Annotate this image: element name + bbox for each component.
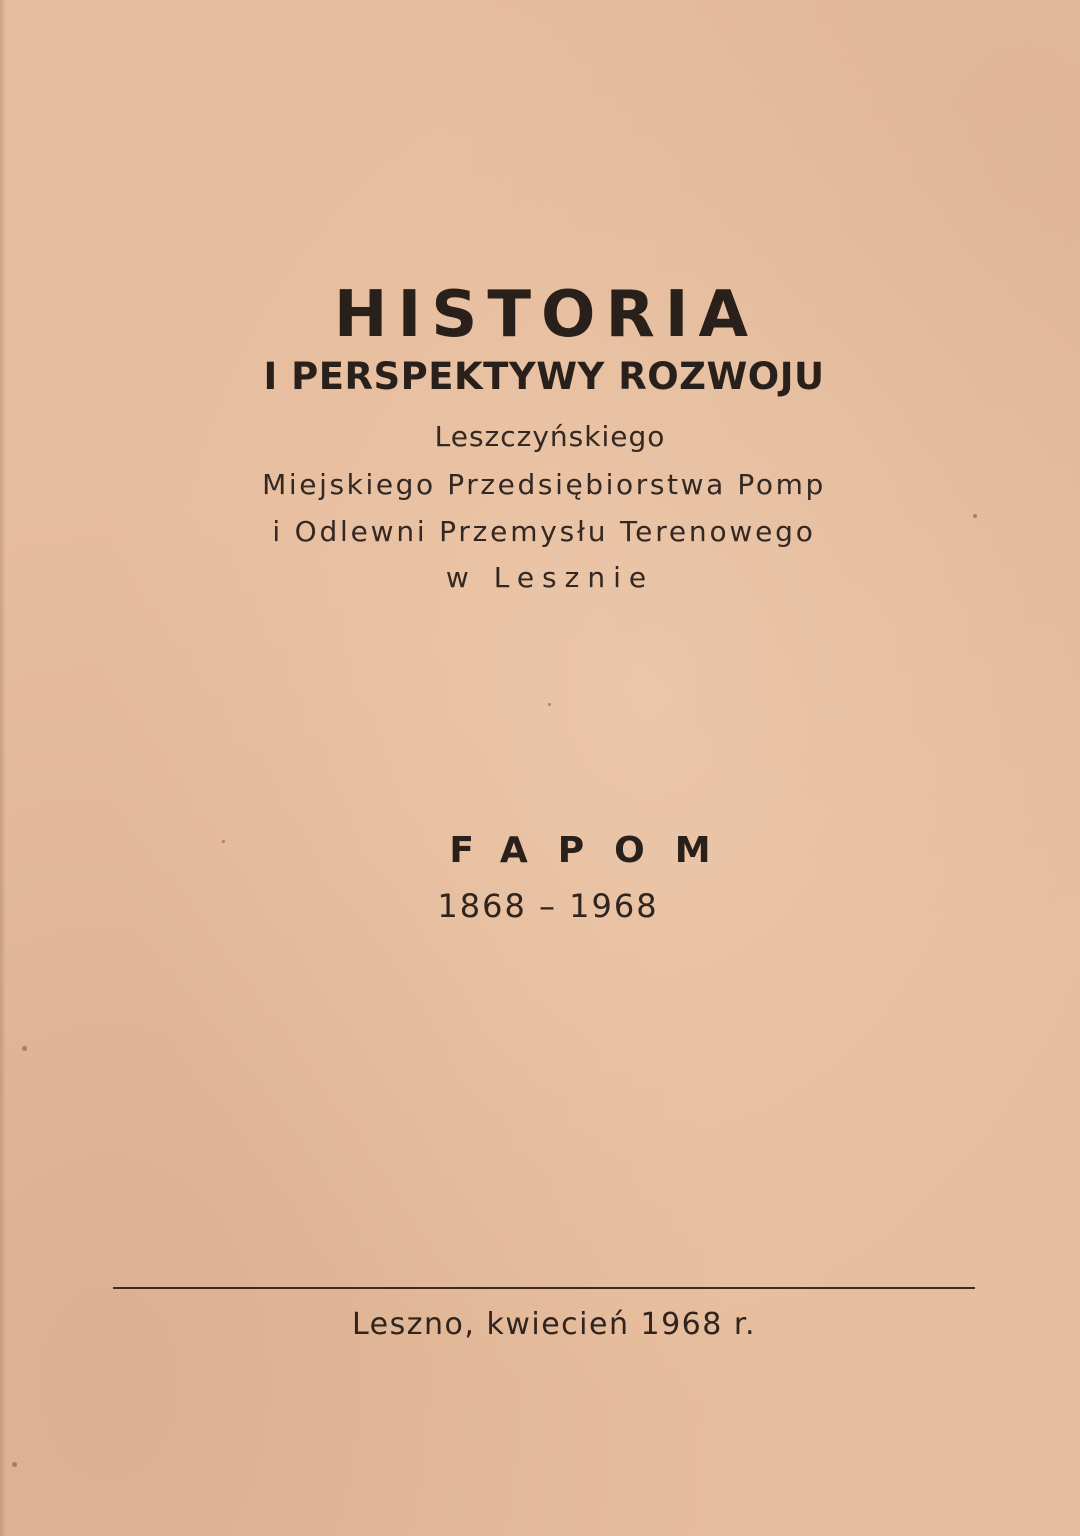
subtitle-line-2: Miejskiego Przedsiębiorstwa Pomp [262,468,826,501]
anniversary-years: 1868 – 1968 [437,887,659,925]
cover-edge-shadow [0,0,6,1536]
paper-speck [12,1462,17,1467]
place-and-date: Leszno, kwiecień 1968 r. [352,1307,756,1342]
paper-speck [22,1046,27,1051]
paper-speck [222,840,225,843]
paper-speck [548,703,551,706]
horizontal-rule [113,1287,975,1289]
cover-title-line-2: I PERSPEKTYWY ROZWOJU [263,355,825,398]
subtitle-line-4: w Lesznie [445,561,655,594]
subtitle-line-3: i Odlewni Przemysłu Terenowego [272,515,816,548]
company-acronym: FAPOM [449,830,741,871]
subtitle-line-1: Leszczyńskiego [434,420,666,453]
cover-title: HISTORIA [333,278,759,352]
paper-speck [973,514,977,518]
